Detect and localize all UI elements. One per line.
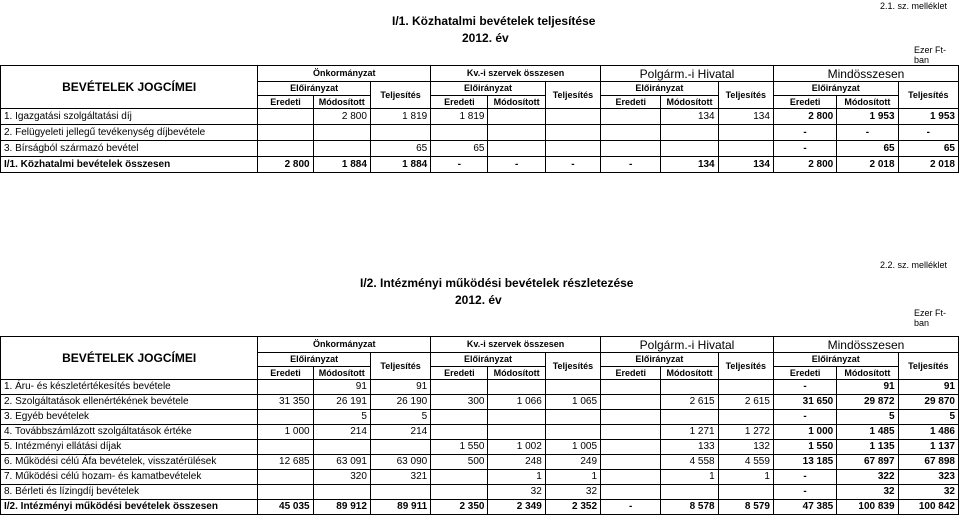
table-cell: -	[488, 157, 545, 173]
table-cell	[661, 125, 718, 141]
modified-header: Módosított	[837, 96, 898, 109]
row-label: 8. Bérleti és lízingdíj bevételek	[1, 485, 258, 500]
table-cell	[370, 440, 430, 455]
table-cell	[545, 380, 600, 395]
annex-label-2: 2.2. sz. melléklet	[880, 260, 948, 270]
table-row	[1, 470, 959, 485]
table-cell	[488, 141, 545, 157]
actual-header: Teljesítés	[898, 82, 958, 109]
table-total-row	[1, 157, 959, 173]
table-cell	[370, 125, 430, 141]
table-cell	[601, 125, 661, 141]
planned-header: Előirányzat	[601, 82, 719, 96]
original-header: Eredeti	[773, 96, 836, 109]
table-cell: 1 819	[431, 109, 488, 125]
column-group-header: Önkormányzat	[258, 337, 431, 353]
table-cell: 8 579	[718, 500, 773, 515]
row-label: 3. Bírságból származó bevétel	[1, 141, 258, 157]
planned-header: Előirányzat	[258, 82, 371, 96]
table-cell	[431, 425, 488, 440]
table-cell	[718, 380, 773, 395]
table-cell: 8 578	[661, 500, 718, 515]
table-cell: 91	[370, 380, 430, 395]
table-cell: 13 185	[773, 455, 836, 470]
column-group-header: Kv.-i szervek összesen	[431, 337, 601, 353]
table-cell: 248	[488, 455, 545, 470]
table-cell: 1 137	[898, 440, 958, 455]
table-cell: -	[837, 125, 898, 141]
table-cell	[313, 485, 370, 500]
annex-label-1: 2.1. sz. melléklet	[880, 1, 948, 11]
column-group-header: Polgárm.-i Hivatal	[601, 337, 774, 353]
table-cell	[601, 395, 661, 410]
table-cell	[601, 470, 661, 485]
table-cell: 1 271	[661, 425, 718, 440]
table-cell	[431, 410, 488, 425]
table-cell: 100 839	[837, 500, 898, 515]
table-cell: 2 018	[837, 157, 898, 173]
table-cell: 31 350	[258, 395, 313, 410]
modified-header: Módosított	[837, 367, 898, 380]
table-cell	[258, 380, 313, 395]
unit-label-1: Ezer Ft-ban	[914, 45, 947, 65]
table-cell: -	[545, 157, 600, 173]
table-cell: 45 035	[258, 500, 313, 515]
table-cell: 1 953	[898, 109, 958, 125]
table-cell: -	[773, 380, 836, 395]
table-cell: 1 002	[488, 440, 545, 455]
table-cell	[545, 109, 600, 125]
table-cell: -	[773, 410, 836, 425]
planned-header: Előirányzat	[258, 353, 371, 367]
header-row-groups	[1, 66, 959, 82]
table-cell: 32	[488, 485, 545, 500]
row-label: 6. Működési célú Áfa bevételek, visszatérülések	[1, 455, 258, 470]
table-cell	[718, 141, 773, 157]
table-cell: 1 550	[773, 440, 836, 455]
modified-header: Módosított	[488, 96, 545, 109]
table-cell: 63 090	[370, 455, 430, 470]
table-cell: 47 385	[773, 500, 836, 515]
table-cell: -	[601, 500, 661, 515]
original-header: Eredeti	[258, 367, 313, 380]
table-row	[1, 125, 959, 141]
modified-header: Módosított	[661, 96, 718, 109]
table-cell: 31 650	[773, 395, 836, 410]
table-cell: 134	[718, 157, 773, 173]
table-cell: 1 000	[773, 425, 836, 440]
section2-year: 2012. év	[455, 293, 502, 307]
original-header: Eredeti	[601, 96, 661, 109]
table-cell: -	[773, 485, 836, 500]
table-cell	[601, 425, 661, 440]
table-cell: 133	[661, 440, 718, 455]
row-label: 1. Áru- és készletértékesítés bevétele	[1, 380, 258, 395]
table-cell: 2 615	[661, 395, 718, 410]
table-cell: 1 135	[837, 440, 898, 455]
table-cell: 1 819	[370, 109, 430, 125]
table-cell: 1 000	[258, 425, 313, 440]
column-header-title: BEVÉTELEK JOGCÍMEI	[1, 66, 258, 109]
table-cell: 67 897	[837, 455, 898, 470]
table-cell: 214	[370, 425, 430, 440]
table-cell: 29 872	[837, 395, 898, 410]
table-cell: 323	[898, 470, 958, 485]
table-cell	[601, 410, 661, 425]
table-cell: 91	[313, 380, 370, 395]
table-cell: -	[773, 125, 836, 141]
table-cell: 214	[313, 425, 370, 440]
actual-header: Teljesítés	[370, 82, 430, 109]
table-cell	[488, 410, 545, 425]
table-cell: 67 898	[898, 455, 958, 470]
table-cell	[545, 125, 600, 141]
table-cell: -	[773, 141, 836, 157]
table-cell: 65	[370, 141, 430, 157]
table-cell	[313, 141, 370, 157]
actual-header: Teljesítés	[370, 353, 430, 380]
table-cell	[545, 425, 600, 440]
actual-header: Teljesítés	[898, 353, 958, 380]
section1-title: I/1. Közhatalmi bevételek teljesítése	[392, 14, 596, 28]
column-group-header: Kv.-i szervek összesen	[431, 66, 601, 82]
actual-header: Teljesítés	[545, 353, 600, 380]
table-cell: 2 800	[773, 109, 836, 125]
table-cell: 500	[431, 455, 488, 470]
table-cell: 65	[837, 141, 898, 157]
table-cell: -	[601, 157, 661, 173]
table-cell: 26 190	[370, 395, 430, 410]
row-label: 1. Igazgatási szolgáltatási díj	[1, 109, 258, 125]
table-cell	[601, 440, 661, 455]
table-cell	[488, 125, 545, 141]
table-cell: 134	[661, 109, 718, 125]
table-cell: 1 272	[718, 425, 773, 440]
table-cell	[431, 485, 488, 500]
original-header: Eredeti	[773, 367, 836, 380]
header-row-groups	[1, 337, 959, 353]
table-cell: 1	[545, 470, 600, 485]
table-cell	[258, 109, 313, 125]
table-cell	[488, 109, 545, 125]
planned-header: Előirányzat	[431, 353, 546, 367]
table-cell: 321	[370, 470, 430, 485]
table-cell	[313, 440, 370, 455]
table-cell	[545, 141, 600, 157]
column-group-header: Mindösszesen	[773, 66, 958, 82]
table-cell: 132	[718, 440, 773, 455]
table-cell: 300	[431, 395, 488, 410]
column-group-header: Mindösszesen	[773, 337, 958, 353]
table-cell: 1 486	[898, 425, 958, 440]
table-cell: 5	[837, 410, 898, 425]
planned-header: Előirányzat	[773, 82, 898, 96]
table-cell	[601, 141, 661, 157]
planned-header: Előirányzat	[773, 353, 898, 367]
table-cell	[661, 380, 718, 395]
table-cell: 1 066	[488, 395, 545, 410]
table-cell: 320	[313, 470, 370, 485]
table-cell: 4 558	[661, 455, 718, 470]
table-cell: 12 685	[258, 455, 313, 470]
table-cell: 1 884	[370, 157, 430, 173]
table-cell	[718, 125, 773, 141]
table-cell	[718, 485, 773, 500]
table-cell	[313, 125, 370, 141]
table-cell: 2 800	[258, 157, 313, 173]
revenue-table-1	[0, 65, 959, 173]
row-label: I/1. Közhatalmi bevételek összesen	[1, 157, 258, 173]
table-row	[1, 410, 959, 425]
table-cell: 1 953	[837, 109, 898, 125]
table-cell: 32	[898, 485, 958, 500]
original-header: Eredeti	[431, 367, 488, 380]
section2-title: I/2. Intézményi működési bevételek részletezése	[360, 276, 634, 290]
table-cell	[258, 440, 313, 455]
table-cell: 100 842	[898, 500, 958, 515]
original-header: Eredeti	[601, 367, 661, 380]
table-cell	[370, 485, 430, 500]
table-cell: -	[431, 157, 488, 173]
table-cell: 1	[718, 470, 773, 485]
modified-header: Módosított	[488, 367, 545, 380]
table-row	[1, 380, 959, 395]
table-cell: 134	[661, 157, 718, 173]
table-cell: 65	[431, 141, 488, 157]
table-cell	[258, 141, 313, 157]
section1-year: 2012. év	[462, 31, 509, 45]
table-cell: 1 550	[431, 440, 488, 455]
table-cell: 2 800	[313, 109, 370, 125]
table-cell	[661, 485, 718, 500]
planned-header: Előirányzat	[431, 82, 546, 96]
row-label: 5. Intézményi ellátási díjak	[1, 440, 258, 455]
table-cell	[601, 109, 661, 125]
table-row	[1, 109, 959, 125]
table-cell	[431, 125, 488, 141]
original-header: Eredeti	[258, 96, 313, 109]
table-cell	[545, 410, 600, 425]
modified-header: Módosított	[313, 367, 370, 380]
revenue-table-2	[0, 336, 959, 515]
table-cell: 26 191	[313, 395, 370, 410]
table-cell: 1	[661, 470, 718, 485]
column-header-title: BEVÉTELEK JOGCÍMEI	[1, 337, 258, 380]
table-cell: 91	[898, 380, 958, 395]
table-cell: 1 005	[545, 440, 600, 455]
table-cell: 5	[898, 410, 958, 425]
table-cell: 89 912	[313, 500, 370, 515]
table-row	[1, 440, 959, 455]
row-label: I/2. Intézményi működési bevételek összesen	[1, 500, 258, 515]
actual-header: Teljesítés	[545, 82, 600, 109]
table-cell: 4 559	[718, 455, 773, 470]
table-cell	[718, 410, 773, 425]
table-cell: 91	[837, 380, 898, 395]
table-cell: -	[898, 125, 958, 141]
table-cell: 32	[545, 485, 600, 500]
table-row	[1, 455, 959, 470]
table-cell: 29 870	[898, 395, 958, 410]
planned-header: Előirányzat	[601, 353, 719, 367]
unit-label-2: Ezer Ft-ban	[914, 308, 947, 328]
table-cell: 2 800	[773, 157, 836, 173]
table-cell: 1	[488, 470, 545, 485]
table-cell: 2 350	[431, 500, 488, 515]
table-row	[1, 395, 959, 410]
table-cell: 5	[313, 410, 370, 425]
table-cell	[431, 380, 488, 395]
table-cell	[431, 470, 488, 485]
table-cell: 1 485	[837, 425, 898, 440]
original-header: Eredeti	[431, 96, 488, 109]
table-cell	[601, 455, 661, 470]
table-cell: 2 352	[545, 500, 600, 515]
table-cell: 32	[837, 485, 898, 500]
table-total-row	[1, 500, 959, 515]
table-cell	[488, 425, 545, 440]
table-cell: 1 065	[545, 395, 600, 410]
table-row	[1, 485, 959, 500]
table-cell	[258, 485, 313, 500]
table-row	[1, 141, 959, 157]
table-cell: 2 615	[718, 395, 773, 410]
actual-header: Teljesítés	[718, 82, 773, 109]
table-cell: 5	[370, 410, 430, 425]
table-cell: 249	[545, 455, 600, 470]
table-row	[1, 425, 959, 440]
table-cell	[661, 141, 718, 157]
table-cell: 65	[898, 141, 958, 157]
actual-header: Teljesítés	[718, 353, 773, 380]
row-label: 2. Szolgáltatások ellenértékének bevétele	[1, 395, 258, 410]
row-label: 4. Továbbszámlázott szolgáltatások értéke	[1, 425, 258, 440]
table-cell	[601, 380, 661, 395]
column-group-header: Polgárm.-i Hivatal	[601, 66, 774, 82]
row-label: 3. Egyéb bevételek	[1, 410, 258, 425]
row-label: 7. Működési célú hozam- és kamatbevételek	[1, 470, 258, 485]
table-cell: 322	[837, 470, 898, 485]
table-cell: 89 911	[370, 500, 430, 515]
table-cell: 1 884	[313, 157, 370, 173]
table-cell	[258, 470, 313, 485]
modified-header: Módosított	[661, 367, 718, 380]
modified-header: Módosított	[313, 96, 370, 109]
table-cell	[488, 380, 545, 395]
table-cell: -	[773, 470, 836, 485]
table-cell	[601, 485, 661, 500]
table-cell: 2 018	[898, 157, 958, 173]
table-cell	[661, 410, 718, 425]
table-cell: 2 349	[488, 500, 545, 515]
table-cell: 63 091	[313, 455, 370, 470]
table-cell	[258, 125, 313, 141]
table-cell	[258, 410, 313, 425]
column-group-header: Önkormányzat	[258, 66, 431, 82]
table-cell: 134	[718, 109, 773, 125]
row-label: 2. Felügyeleti jellegű tevékenység díjbevétele	[1, 125, 258, 141]
